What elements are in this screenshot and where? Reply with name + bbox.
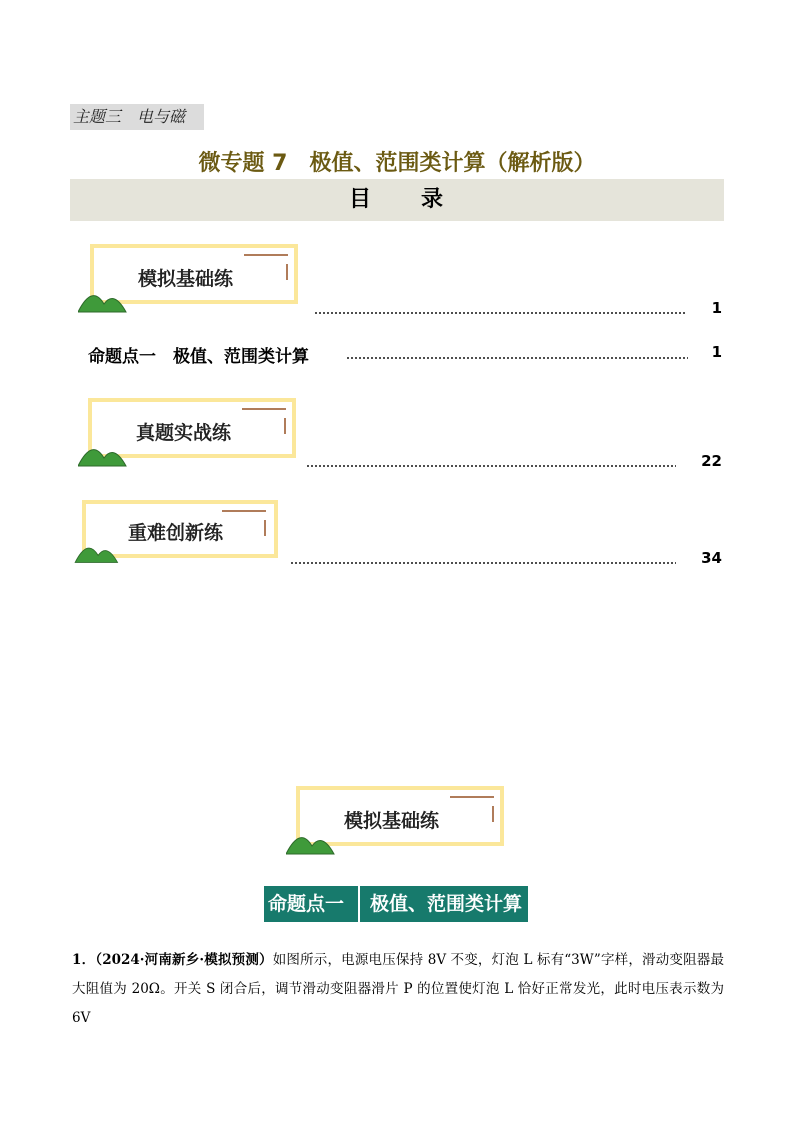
section-heading-divider: [344, 886, 360, 922]
topic-tag: 主题三 电与磁: [70, 104, 204, 130]
hill-icon: [78, 436, 132, 470]
hill-icon: [78, 282, 132, 316]
section-heading: [264, 886, 528, 922]
toc-banner-hard-innovation[interactable]: [74, 500, 280, 564]
page-title: 微专题 7 极值、范围类计算（解析版）: [198, 151, 596, 176]
section-heading-part2: 极值、范围类计算: [370, 893, 523, 915]
toc-entry-proposition-1[interactable]: 命题点一 极值、范围类计算: [88, 347, 309, 367]
toc-label: 重难创新练: [128, 522, 224, 544]
hill-icon: [286, 824, 340, 858]
question-number: 1．: [72, 952, 96, 968]
toc-page-number: 1: [711, 343, 722, 361]
toc-leader: [346, 357, 688, 359]
toc-leader: [314, 312, 686, 314]
toc-page-number: 22: [701, 452, 722, 470]
section-banner-label: 模拟基础练: [344, 810, 440, 832]
question-source: （2024·河南新乡·模拟预测）: [95, 952, 273, 968]
toc-label: 模拟基础练: [138, 268, 234, 290]
toc-label: 真题实战练: [136, 422, 232, 444]
toc-banner-mock-basic[interactable]: [78, 244, 300, 312]
toc-leader: [306, 465, 676, 467]
hill-icon: [74, 536, 124, 566]
toc-page-number: 34: [701, 549, 722, 567]
section-banner-mock-basic: [286, 786, 508, 854]
question-1: [72, 946, 724, 1033]
toc-banner-real-exam[interactable]: [78, 398, 300, 466]
question-text: 如图所示，电源电压保持 8V 不变，灯泡 L 标有“3W”字样，滑动变阻器最大阻值为 20Ω。开关 S 闭合后，调节滑动变阻器滑片 P 的位置使灯泡 L 恰好正常发光，此时电压表示数为 6V: [72, 952, 724, 1026]
section-heading-part1: 命题点一: [268, 893, 345, 915]
toc-heading: 目 录: [70, 179, 724, 221]
toc-page-number: 1: [711, 299, 722, 317]
toc-leader: [290, 562, 676, 564]
